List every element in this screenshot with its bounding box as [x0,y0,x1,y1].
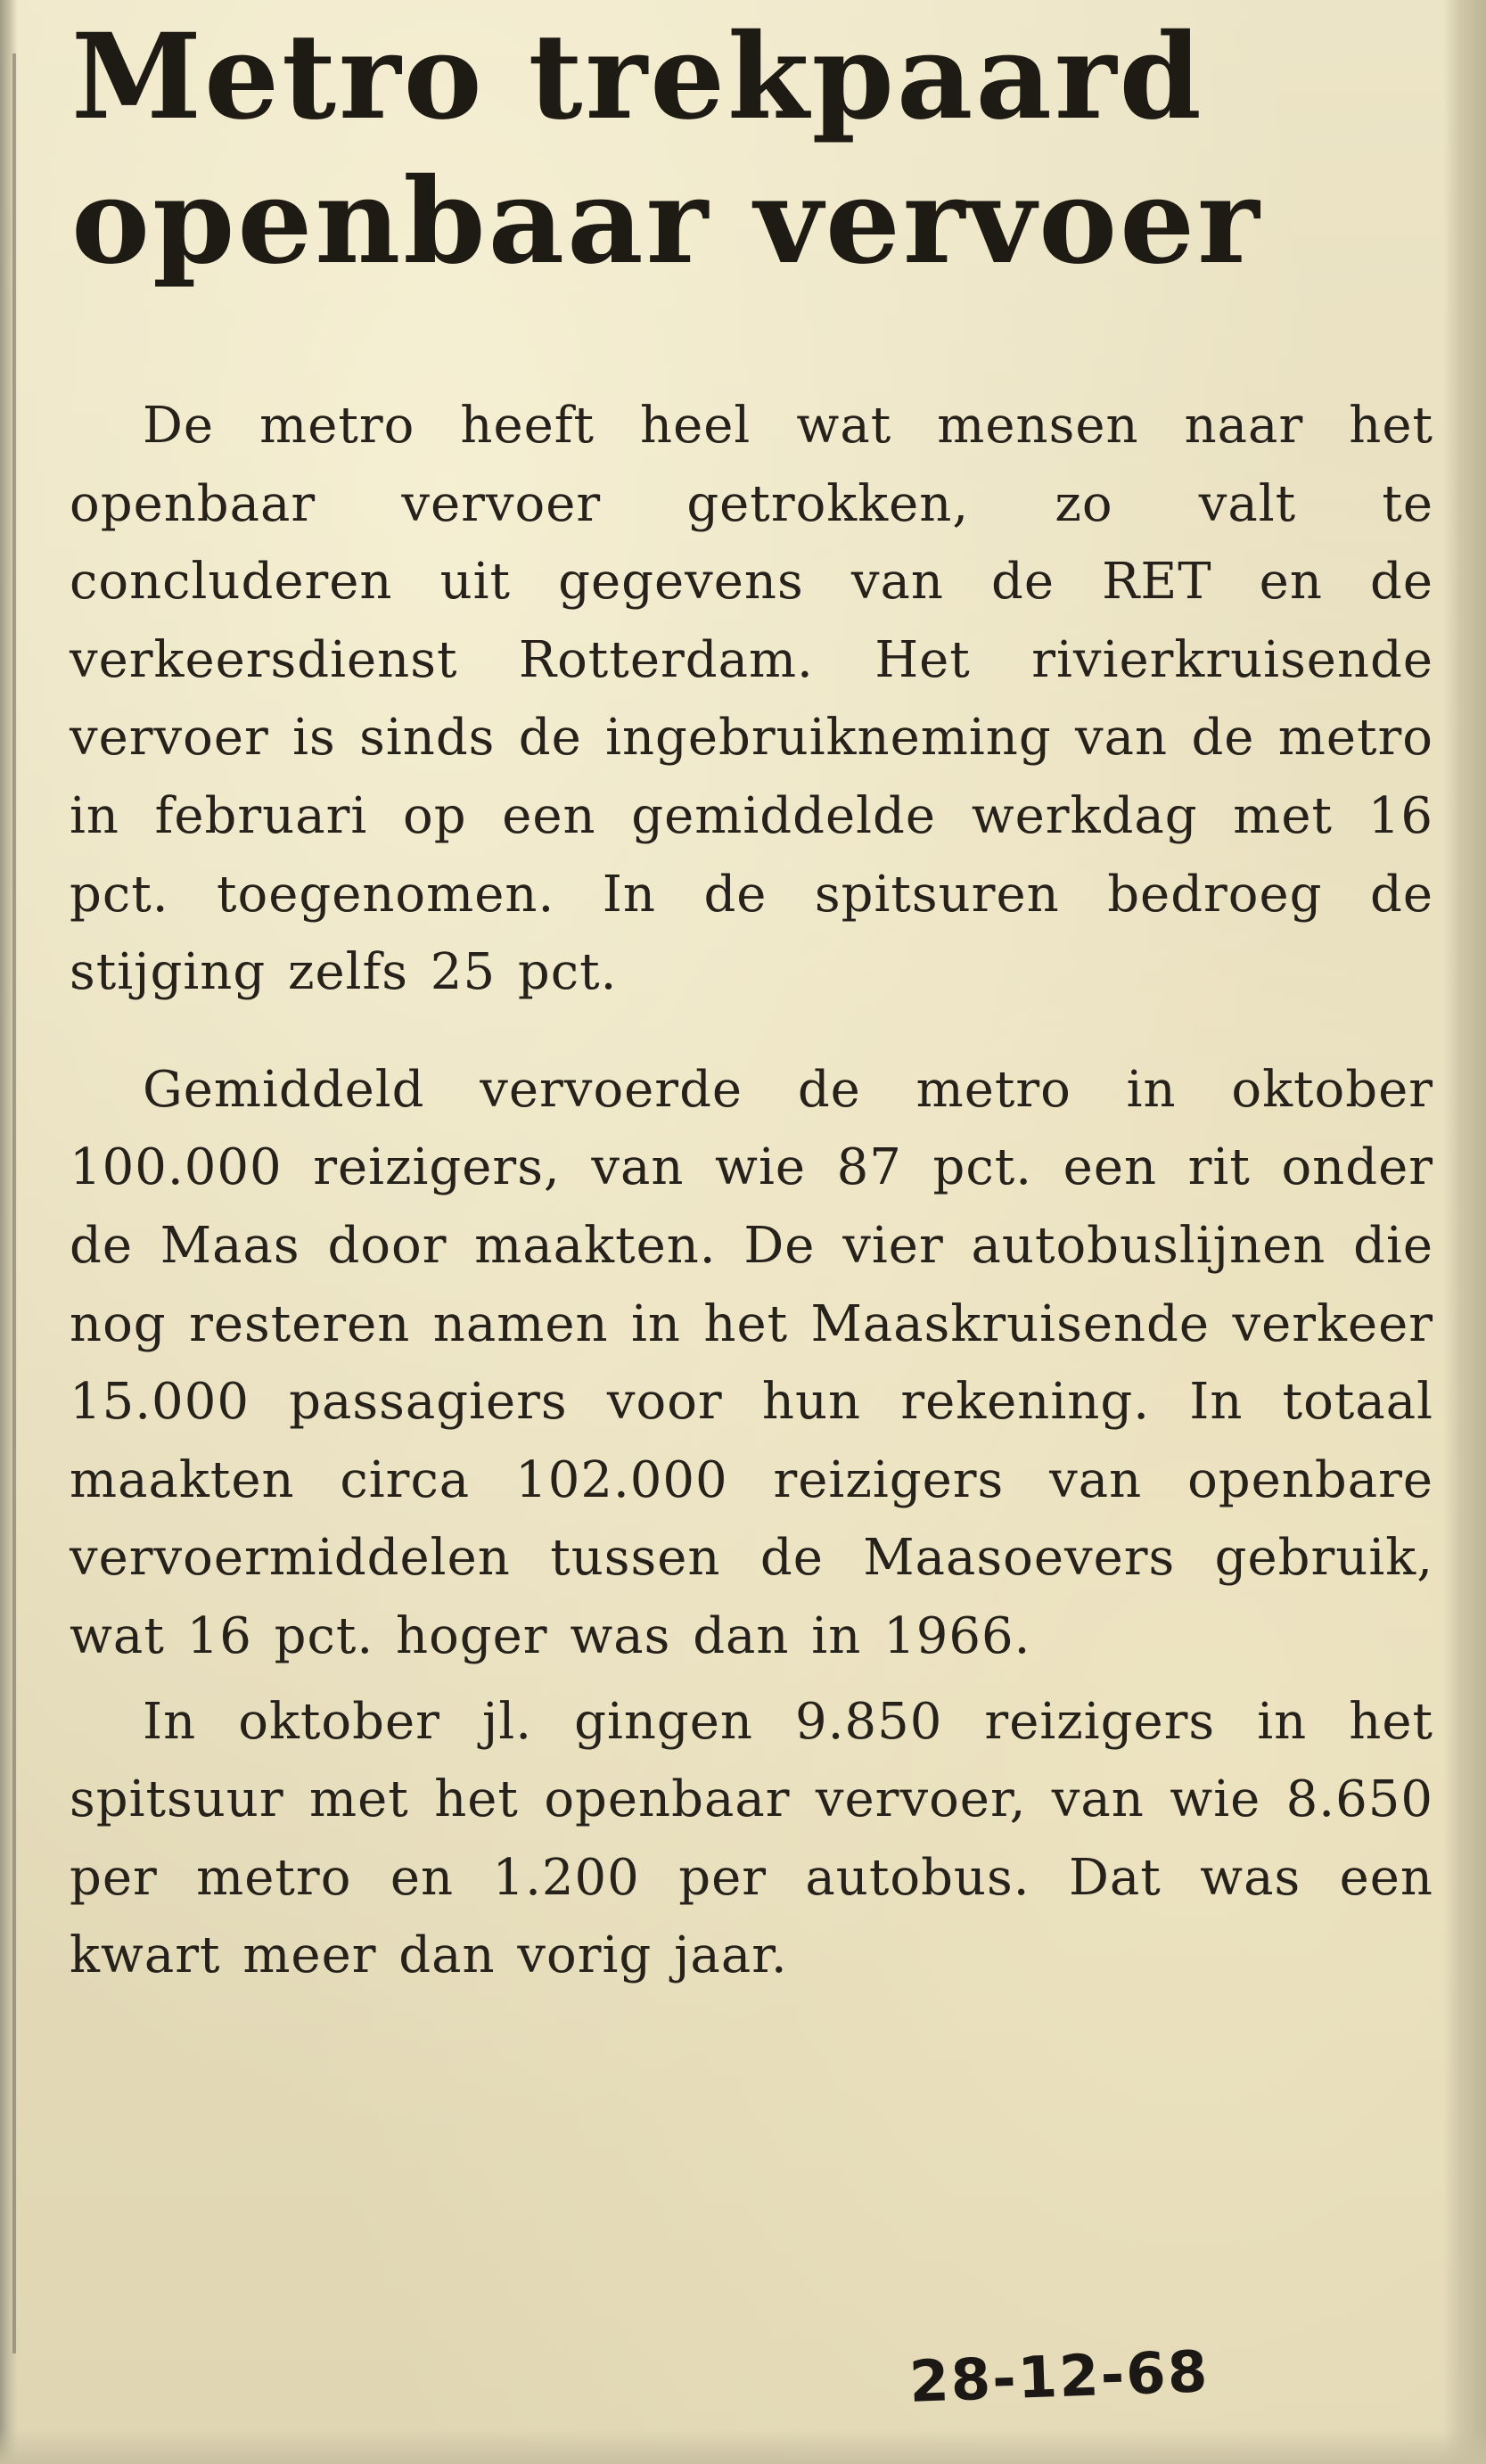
paragraph-2: Gemiddeld vervoerde de metro in oktober 100.000 reizigers, van wie 87 pct. een rit onder de Maas door maakten. De vier autobuslijnen die nog resteren namen in het Maaskruisende verkeer 15.000 passagiers voor hun rekening. In totaal maakten circa 102.000 reizigers van openbare vervoermiddelen tussen de Maasoevers gebruik, wat 16 pct. hoger was dan in 1966. [70,1060,1433,1665]
headline-line-2: openbaar vervoer [71,152,1262,291]
paragraph-1: De metro heeft heel wat mensen naar het openbaar vervoer getrokken, zo valt te concluderen uit gegevens van de RET en de verkeersdienst Rotterdam. Het rivierkruisende vervoer is sinds de ingebruikneming van de metro in februari op een gemiddelde werkdag met 16 pct. toegenomen. In de spitsuren bedroeg de stijging zelfs 25 pct. [70,397,1433,1002]
paragraph-3: In oktober jl. gingen 9.850 reizigers in het spitsuur met het openbaar vervoer, van wie 8.650 per metro en 1.200 per autobus. Dat was een kwart meer dan vorig jaar. [70,1692,1433,1985]
handwritten-date: 28-12-68 [907,2339,1211,2416]
paper-bottom-edge [0,2428,1486,2464]
article-headline [71,5,1391,294]
column-rule [12,53,16,2353]
headline-line-1: Metro trekpaard [71,8,1204,146]
article-body [70,387,1433,1995]
paper-right-edge [1443,0,1486,2464]
